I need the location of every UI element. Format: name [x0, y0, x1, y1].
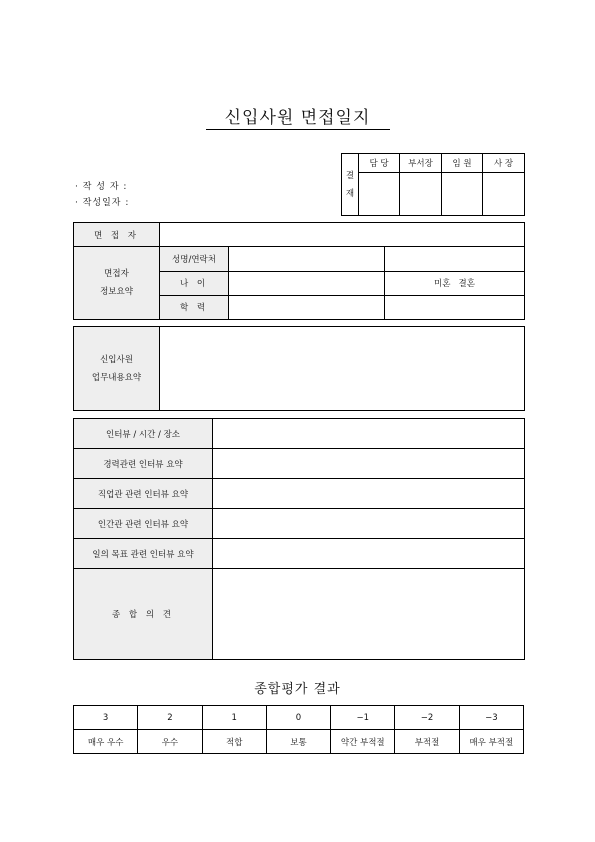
score-cell[interactable]: 2: [138, 706, 202, 730]
title-underline: [206, 129, 390, 130]
education-field[interactable]: [229, 295, 385, 319]
grade-cell: 부적절: [395, 730, 459, 754]
approval-header-manager: 담 당: [359, 154, 400, 173]
work-ethic-interview-field[interactable]: [213, 479, 525, 509]
approval-table: [341, 153, 525, 216]
score-cell[interactable]: 3: [74, 706, 138, 730]
date-label: · 작성일자 :: [75, 198, 130, 208]
personality-interview-label: 인간관 관련 인터뷰 요약: [74, 509, 213, 539]
interviewee-table: [73, 222, 525, 320]
interviewee-info-label: 면접자 정보요약: [74, 247, 160, 320]
work-summary-field[interactable]: [160, 327, 525, 411]
name-field[interactable]: [229, 247, 385, 271]
score-cell[interactable]: −1: [331, 706, 395, 730]
interview-table: [73, 418, 525, 660]
approval-sign-president[interactable]: [483, 173, 525, 216]
interviewer-field[interactable]: [160, 223, 525, 247]
age-label: 나 이: [160, 271, 229, 295]
score-cell[interactable]: 1: [202, 706, 266, 730]
contact-field[interactable]: [385, 247, 525, 271]
interviewer-label: 면 접 자: [74, 223, 160, 247]
career-interview-label: 경력관련 인터뷰 요약: [74, 449, 213, 479]
approval-header-president: 사 장: [483, 154, 525, 173]
approval-sign-dept-head[interactable]: [400, 173, 442, 216]
page-title: 신입사원 면접일지: [224, 108, 371, 128]
grade-cell: 매우 우수: [74, 730, 138, 754]
personality-interview-field[interactable]: [213, 509, 525, 539]
career-interview-field[interactable]: [213, 449, 525, 479]
grade-cell: 우수: [138, 730, 202, 754]
score-cell[interactable]: 0: [266, 706, 330, 730]
grade-cell: 약간 부적절: [331, 730, 395, 754]
work-summary-table: [73, 326, 525, 411]
interview-time-place-label: 인터뷰 / 시간 / 장소: [74, 419, 213, 449]
overall-opinion-field[interactable]: [213, 569, 525, 660]
grade-cell: 적합: [202, 730, 266, 754]
work-ethic-interview-label: 직업관 관련 인터뷰 요약: [74, 479, 213, 509]
grade-cell: 매우 부적절: [459, 730, 523, 754]
score-cell[interactable]: −3: [459, 706, 523, 730]
evaluation-title: 종합평가 결과: [254, 682, 341, 697]
work-goal-interview-field[interactable]: [213, 539, 525, 569]
education-extra-field[interactable]: [385, 295, 525, 319]
writer-label: · 작 성 자 :: [75, 182, 128, 192]
approval-header-dept-head: 부서장: [400, 154, 442, 173]
score-cell[interactable]: −2: [395, 706, 459, 730]
name-contact-label: 성명/연락처: [160, 247, 229, 271]
work-summary-label: 신입사원 업무내용요약: [74, 327, 160, 411]
overall-opinion-label: 종 합 의 견: [74, 569, 213, 660]
education-label: 학 력: [160, 295, 229, 319]
age-field[interactable]: [229, 271, 385, 295]
approval-side-label: 결 재: [342, 154, 359, 216]
interview-time-place-field[interactable]: [213, 419, 525, 449]
work-goal-interview-label: 일의 목표 관련 인터뷰 요약: [74, 539, 213, 569]
approval-sign-executive[interactable]: [442, 173, 483, 216]
approval-sign-manager[interactable]: [359, 173, 400, 216]
approval-header-executive: 임 원: [442, 154, 483, 173]
marital-status-field[interactable]: 미혼 결혼: [385, 271, 525, 295]
grade-cell: 보통: [266, 730, 330, 754]
evaluation-table: [73, 705, 524, 754]
